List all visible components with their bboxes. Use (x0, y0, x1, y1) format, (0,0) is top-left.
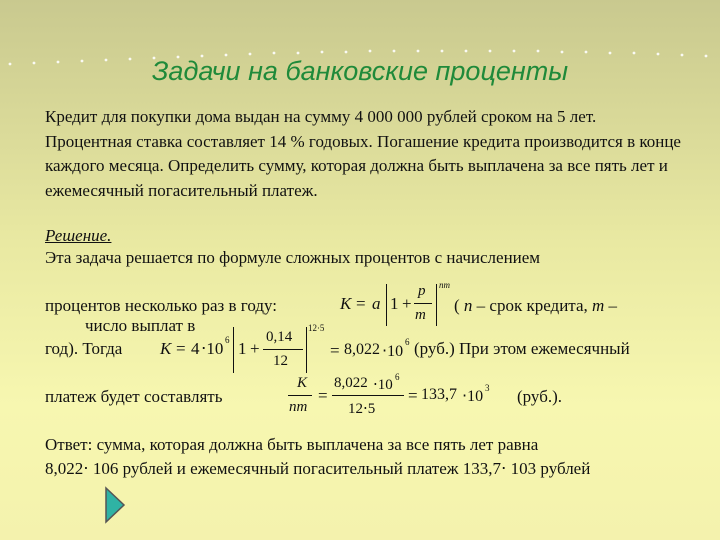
answer-line-2: 8,022⋅ 106 рублей и ежемесячный погасительный платеж 133,7⋅ 103 рублей (45, 459, 591, 478)
formula1-plus: + (402, 294, 412, 313)
formula3-denominator: 12⋅5 (348, 401, 376, 417)
solution-line-5: платеж будет составлять (45, 387, 223, 406)
solution-line-5-tail: (руб.). (517, 387, 563, 406)
formula1-fraction-bar (414, 303, 432, 304)
formula1-m: m (415, 307, 426, 323)
formula3-dot10: ⋅10 (373, 377, 393, 393)
formula3-fraction-bar-2 (332, 395, 404, 396)
formula2-dot10: ⋅10 (201, 339, 224, 358)
formula2-one: 1 (238, 339, 247, 358)
formula3-dot10b: ⋅10 (462, 388, 484, 405)
formula2-right-bracket (306, 327, 307, 373)
formula2-exponent: 12⋅5 (308, 323, 325, 333)
answer-line-1: Ответ: сумма, которая должна быть выплачена за все пять лет равна (45, 435, 539, 454)
formula1-exponent: nm (439, 280, 450, 290)
formula3-eq: = (318, 386, 328, 405)
formula2-K: K (160, 339, 172, 358)
solution-line-1: Эта задача решается по формуле сложных процентов с начислением (45, 248, 541, 267)
formula3-numerator: 8,022 (334, 375, 368, 391)
formula2-eq2: = (330, 341, 340, 360)
formula2-plus: + (250, 339, 260, 358)
formula3-exp3: 3 (485, 383, 490, 393)
formula2-result: 8,022 (344, 341, 380, 358)
formula3-fraction-bar-1 (288, 395, 312, 396)
formula1-right-bracket (436, 284, 437, 326)
formula3-nm: nm (289, 399, 308, 415)
slide-title: Задачи на банковские проценты (151, 56, 569, 86)
solution-line-3: число выплат в (85, 316, 196, 335)
formula3-result: 133,7 (421, 386, 457, 403)
solution-line-4: год). Тогда (45, 339, 123, 358)
formula2-denominator: 12 (273, 353, 288, 369)
formula2-dot10b: ⋅10 (382, 343, 404, 360)
solution-line-2-tail: ( n – срок кредита, m – (454, 296, 618, 315)
solution-label: Решение. (45, 226, 112, 245)
arrow-right-icon[interactable] (104, 486, 128, 524)
formula1-eq: = (356, 294, 366, 313)
formula3-exp6: 6 (395, 372, 400, 382)
formula2-eq: = (176, 339, 186, 358)
solution-line-4-tail: (руб.) При этом ежемесячный (414, 339, 630, 358)
solution-line-2: процентов несколько раз в году: (45, 296, 277, 315)
formula2-exp6: 6 (225, 335, 230, 345)
formula1-p: p (418, 283, 426, 299)
formula2-fraction-bar (263, 349, 303, 350)
formula1-a: a (372, 294, 381, 313)
formula2-four: 4 (191, 339, 200, 358)
formula3-eq2: = (408, 386, 418, 405)
formula1-left-bracket (386, 284, 387, 326)
formula1-K: K (340, 294, 352, 313)
formula2-numerator: 0,14 (266, 329, 293, 345)
formula3-K: K (297, 375, 308, 391)
formula2-left-bracket (233, 327, 234, 373)
problem-text: Кредит для покупки дома выдан на сумму 4 000 000 рублей сроком на 5 лет. Процентная ставка составляет 14 % годовых. Погашение кредита производится в конце каждого месяца. Определить сумму, которая должна быть выплачена за все пять лет и ежемесячный погасительный платеж. (45, 107, 681, 200)
formula2-exp6b: 6 (405, 337, 410, 347)
formula1-one: 1 (390, 294, 399, 313)
